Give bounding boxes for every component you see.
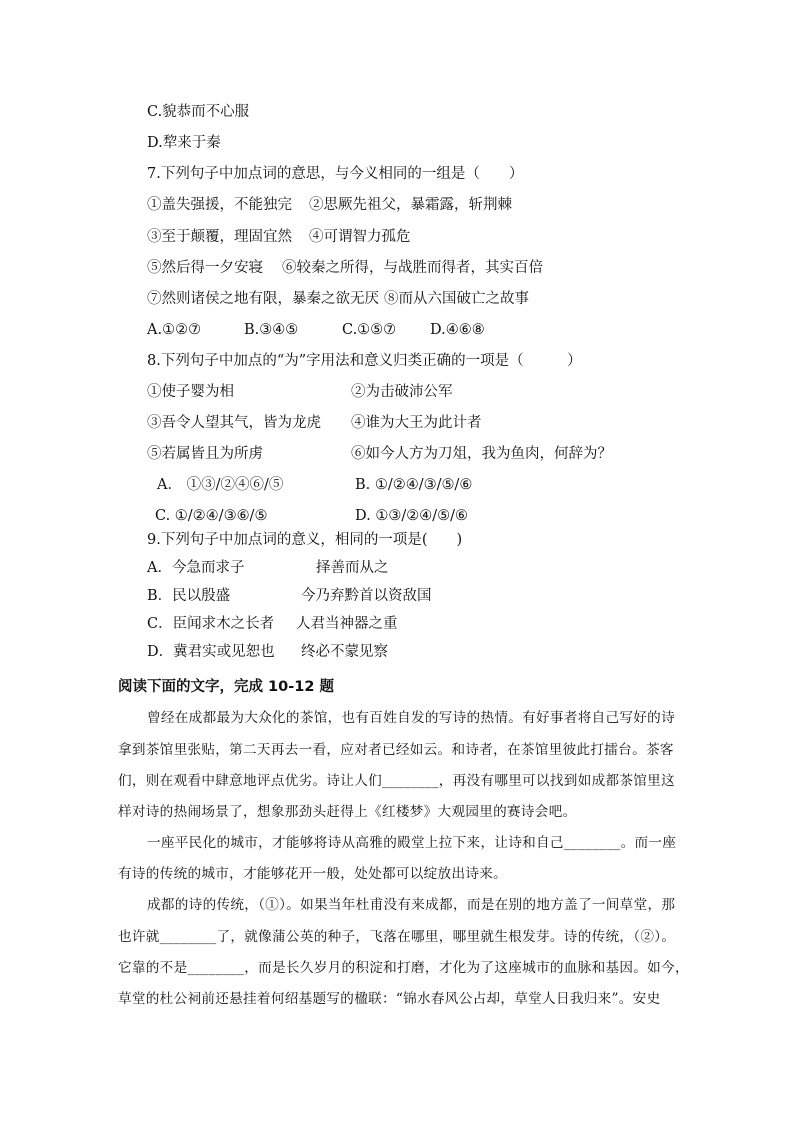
q7-option-b: B.③④⑤ [244, 322, 299, 338]
q8-item-2: ②为击破沛公军 [351, 384, 453, 400]
passage-line-8: 也许就________了，就像蒲公英的种子，飞落在哪里，哪里就生根发芽。诗的传统，（②）。 [118, 929, 676, 945]
option-6c: C.貌恭而不心服 [147, 104, 250, 120]
q9-option-d-left: D．冀君实或见恕也 [147, 644, 275, 660]
q8-item-3: ③吾令人望其气，皆为龙虎 [147, 415, 321, 431]
passage-line-7: 成都的诗的传统，（①）。如果当年杜甫没有来成都，而是在别的地方盖了一间草堂，那 [147, 897, 676, 913]
passage-line-4: 样对诗的热闹场景了，想象那劲头赶得上《红楼梦》大观园里的赛诗会吧。 [118, 804, 577, 820]
q7-item-5: ⑤然后得一夕安寝 [147, 260, 263, 276]
passage-line-1: 曾经在成都最为大众化的茶馆，也有百姓自发的写诗的热情。有好事者将自己写好的诗 [147, 710, 675, 726]
q8-item-4: ④谁为大王为此计者 [351, 415, 482, 431]
q7-option-c: C.①⑤⑦ [342, 322, 397, 338]
q7-item-7: ⑦然则诸侯之地有限，暴秦之欲无厌 [147, 291, 379, 307]
q8-item-6: ⑥如今人方为刀俎，我为鱼肉，何辞为？ [351, 446, 612, 462]
q9-option-d-right: 终必不蒙见察 [301, 644, 388, 660]
q9-option-c-right: 人君当神器之重 [296, 616, 398, 632]
q7-item-8: ⑧而从六国破亡之故事 [384, 291, 529, 307]
q8-option-d: D. ①③/②④/⑤/⑥ [355, 508, 468, 524]
q7-item-3: ③至于颠覆，理固宜然 [147, 229, 292, 245]
q9-option-b-left: B．民以殷盛 [147, 588, 231, 604]
q9-option-c-left: C．臣闻求木之长者 [147, 616, 275, 632]
q7-option-a: A.①②⑦ [147, 322, 202, 338]
q8-item-1: ①使子婴为相 [147, 384, 234, 400]
q7-item-4: ④可谓智力孤危 [309, 229, 411, 245]
q8-option-b: B. ①/②④/③/⑤/⑥ [355, 477, 473, 493]
q7-option-d: D.④⑥⑧ [430, 322, 485, 338]
question-9-stem: 9.下列句子中加点词的意义，相同的一项是( ) [147, 532, 463, 548]
option-6d: D.犂来于秦 [147, 135, 221, 151]
q7-item-6: ⑥较秦之所得，与战胜而得者，其实百倍 [282, 260, 543, 276]
passage-line-2: 拿到茶馆里张贴，第二天再去一看，应对者已经如云。和诗者，在茶馆里彼此打擂台。茶客 [118, 742, 674, 758]
passage-line-5: 一座平民化的城市，才能够将诗从高雅的殿堂上拉下来，让诗和自己________。而一座 [147, 835, 677, 851]
passage-line-6: 有诗的传统的城市，才能够花开一般，处处都可以绽放出诗来。 [118, 866, 508, 882]
passage-line-10: 草堂的杜公祠前还悬挂着何绍基题写的楹联：“锦水春风公占却，草堂人日我归来”。安史 [118, 991, 661, 1007]
q9-option-a-left: A．今急而求子 [147, 560, 245, 576]
q8-item-5: ⑤若属皆且为所虏 [147, 446, 263, 462]
question-8-stem: 8.下列句子中加点的“为”字用法和意义归类正确的一项是（ ） [147, 353, 582, 369]
q7-item-2: ②思厥先祖父，暴霜露，斩荆棘 [309, 197, 512, 213]
q8-option-a: A． ①③/②④⑥/⑤ [157, 477, 284, 493]
question-7-stem: 7.下列句子中加点词的意思，与今义相同的一组是（ ） [147, 166, 524, 182]
q9-option-b-right: 今乃弃黔首以资敌国 [301, 588, 432, 604]
passage-line-3: 们，则在观看中肆意地评点优劣。诗让人们________，再没有哪里可以找到如成都茶馆里这 [118, 773, 675, 789]
q8-option-c: C. ①/②④/③⑥/⑤ [155, 508, 268, 524]
reading-heading: 阅读下面的文字，完成 10-12 题 [118, 679, 334, 695]
passage-line-9: 它靠的不是________，而是长久岁月的积淀和打磨，才化为了这座城市的血脉和基因。如今， [118, 960, 689, 976]
q7-item-1: ①盖失强援，不能独完 [147, 197, 292, 213]
q9-option-a-right: 择善而从之 [316, 560, 389, 576]
